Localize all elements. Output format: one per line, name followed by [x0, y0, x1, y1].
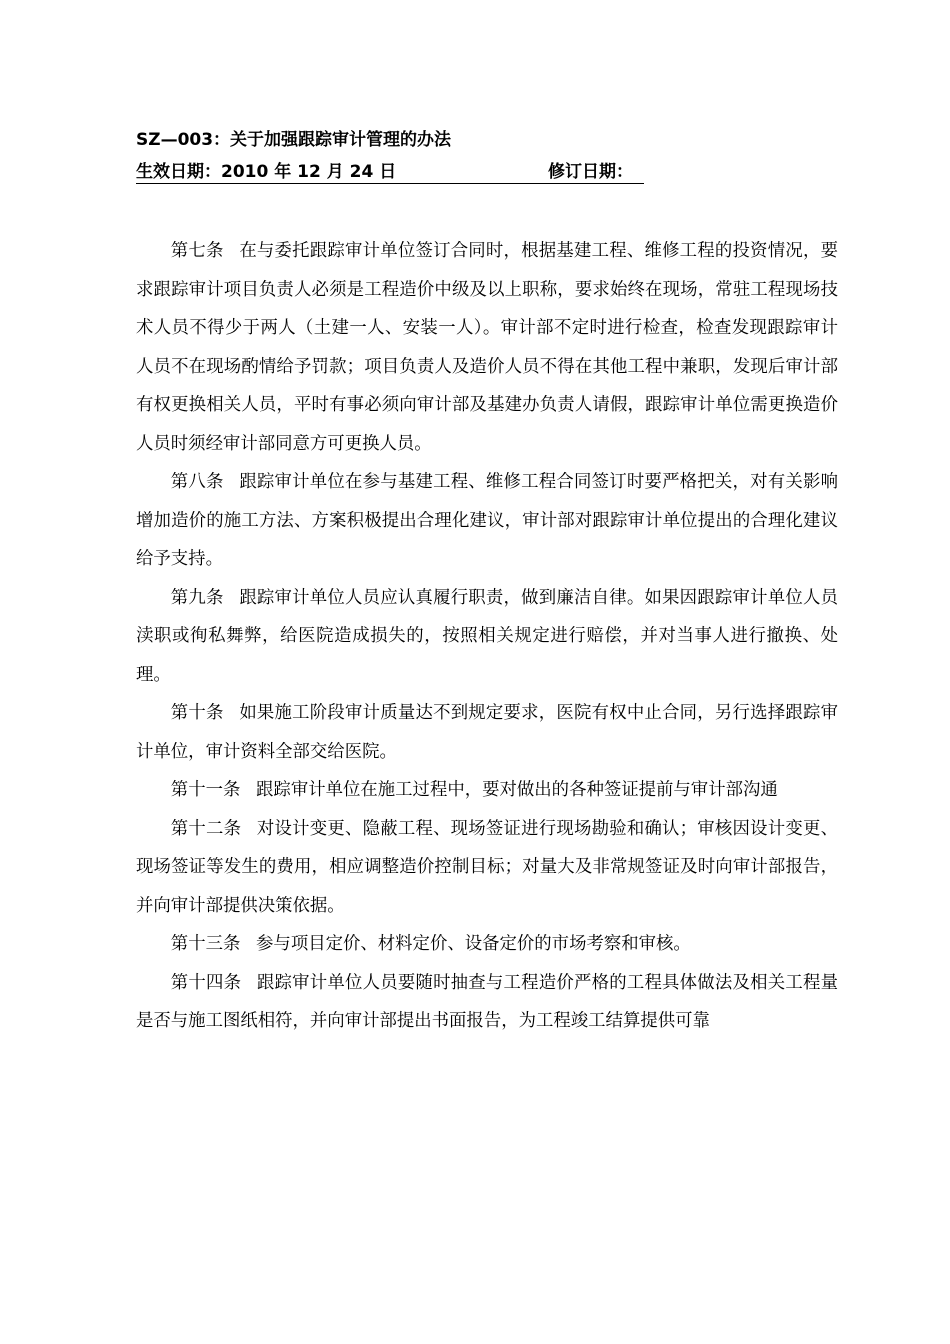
revised-date: 修订日期： [548, 162, 633, 182]
article-number: 第九条 [170, 587, 224, 608]
article-number: 第十条 [170, 703, 224, 723]
article-number: 第八条 [170, 472, 224, 492]
document-dates-line [136, 160, 644, 184]
article-text: 在与委托跟踪审计单位签订合同时，根据基建工程、维修工程的投资情况，要求跟踪审计项目负责人必须是工程造价中级及以上职称，要求始终在现场，常驻工程现场技术人员不得少于两人（土建一人、安装一人）。审计部不定时进行检查，检查发现跟踪审计人员不在现场酌情给予罚款；项目负责人及造价人员不得在其他工程中兼职，发现后审计部有权更换相关人员，平时有事必须向审计部及基建办负责人请假，跟踪审计单位需更换造价人员时须经审计部同意方可更换人员。 [136, 241, 838, 454]
article-number: 第十一条 [170, 780, 241, 800]
article-number: 第七条 [170, 241, 224, 261]
article-text: 对设计变更、隐蔽工程、现场签证进行现场勘验和确认；审核因设计变更、现场签证等发生的费用，相应调整造价控制目标；对量大及非常规签证及时向审计部报告，并向审计部提供决策依据。 [136, 818, 838, 916]
article-11 [136, 771, 838, 810]
article-text: 参与项目定价、材料定价、设备定价的市场考察和审核。 [256, 934, 691, 954]
document-body [136, 232, 838, 1041]
article-10 [136, 694, 838, 771]
article-13 [136, 925, 838, 964]
document-title: SZ—003：关于加强跟踪审计管理的办法 [136, 130, 452, 150]
article-number: 第十二条 [170, 818, 242, 839]
article-text: 跟踪审计单位在施工过程中，要对做出的各种签证提前与审计部沟通 [256, 780, 778, 800]
effective-date: 生效日期：2010 年 12 月 24 日 [136, 162, 397, 182]
article-number: 第十四条 [170, 972, 242, 993]
article-12 [136, 810, 838, 926]
article-text: 跟踪审计单位人员要随时抽查与工程造价严格的工程具体做法及相关工程量是否与施工图纸相符，并向审计部提出书面报告，为工程竣工结算提供可靠 [136, 972, 838, 1031]
article-14 [136, 964, 838, 1041]
article-7 [136, 232, 838, 463]
article-8 [136, 463, 838, 579]
article-text: 跟踪审计单位人员应认真履行职责，做到廉洁自律。如果因跟踪审计单位人员渎职或徇私舞弊，给医院造成损失的，按照相关规定进行赔偿，并对当事人进行撤换、处理。 [136, 587, 838, 685]
article-text: 跟踪审计单位在参与基建工程、维修工程合同签订时要严格把关，对有关影响增加造价的施工方法、方案积极提出合理化建议，审计部对跟踪审计单位提出的合理化建议给予支持。 [136, 472, 838, 569]
article-text: 如果施工阶段审计质量达不到规定要求，医院有权中止合同，另行选择跟踪审计单位，审计资料全部交给医院。 [136, 703, 838, 762]
article-9 [136, 579, 838, 695]
article-number: 第十三条 [170, 934, 241, 954]
